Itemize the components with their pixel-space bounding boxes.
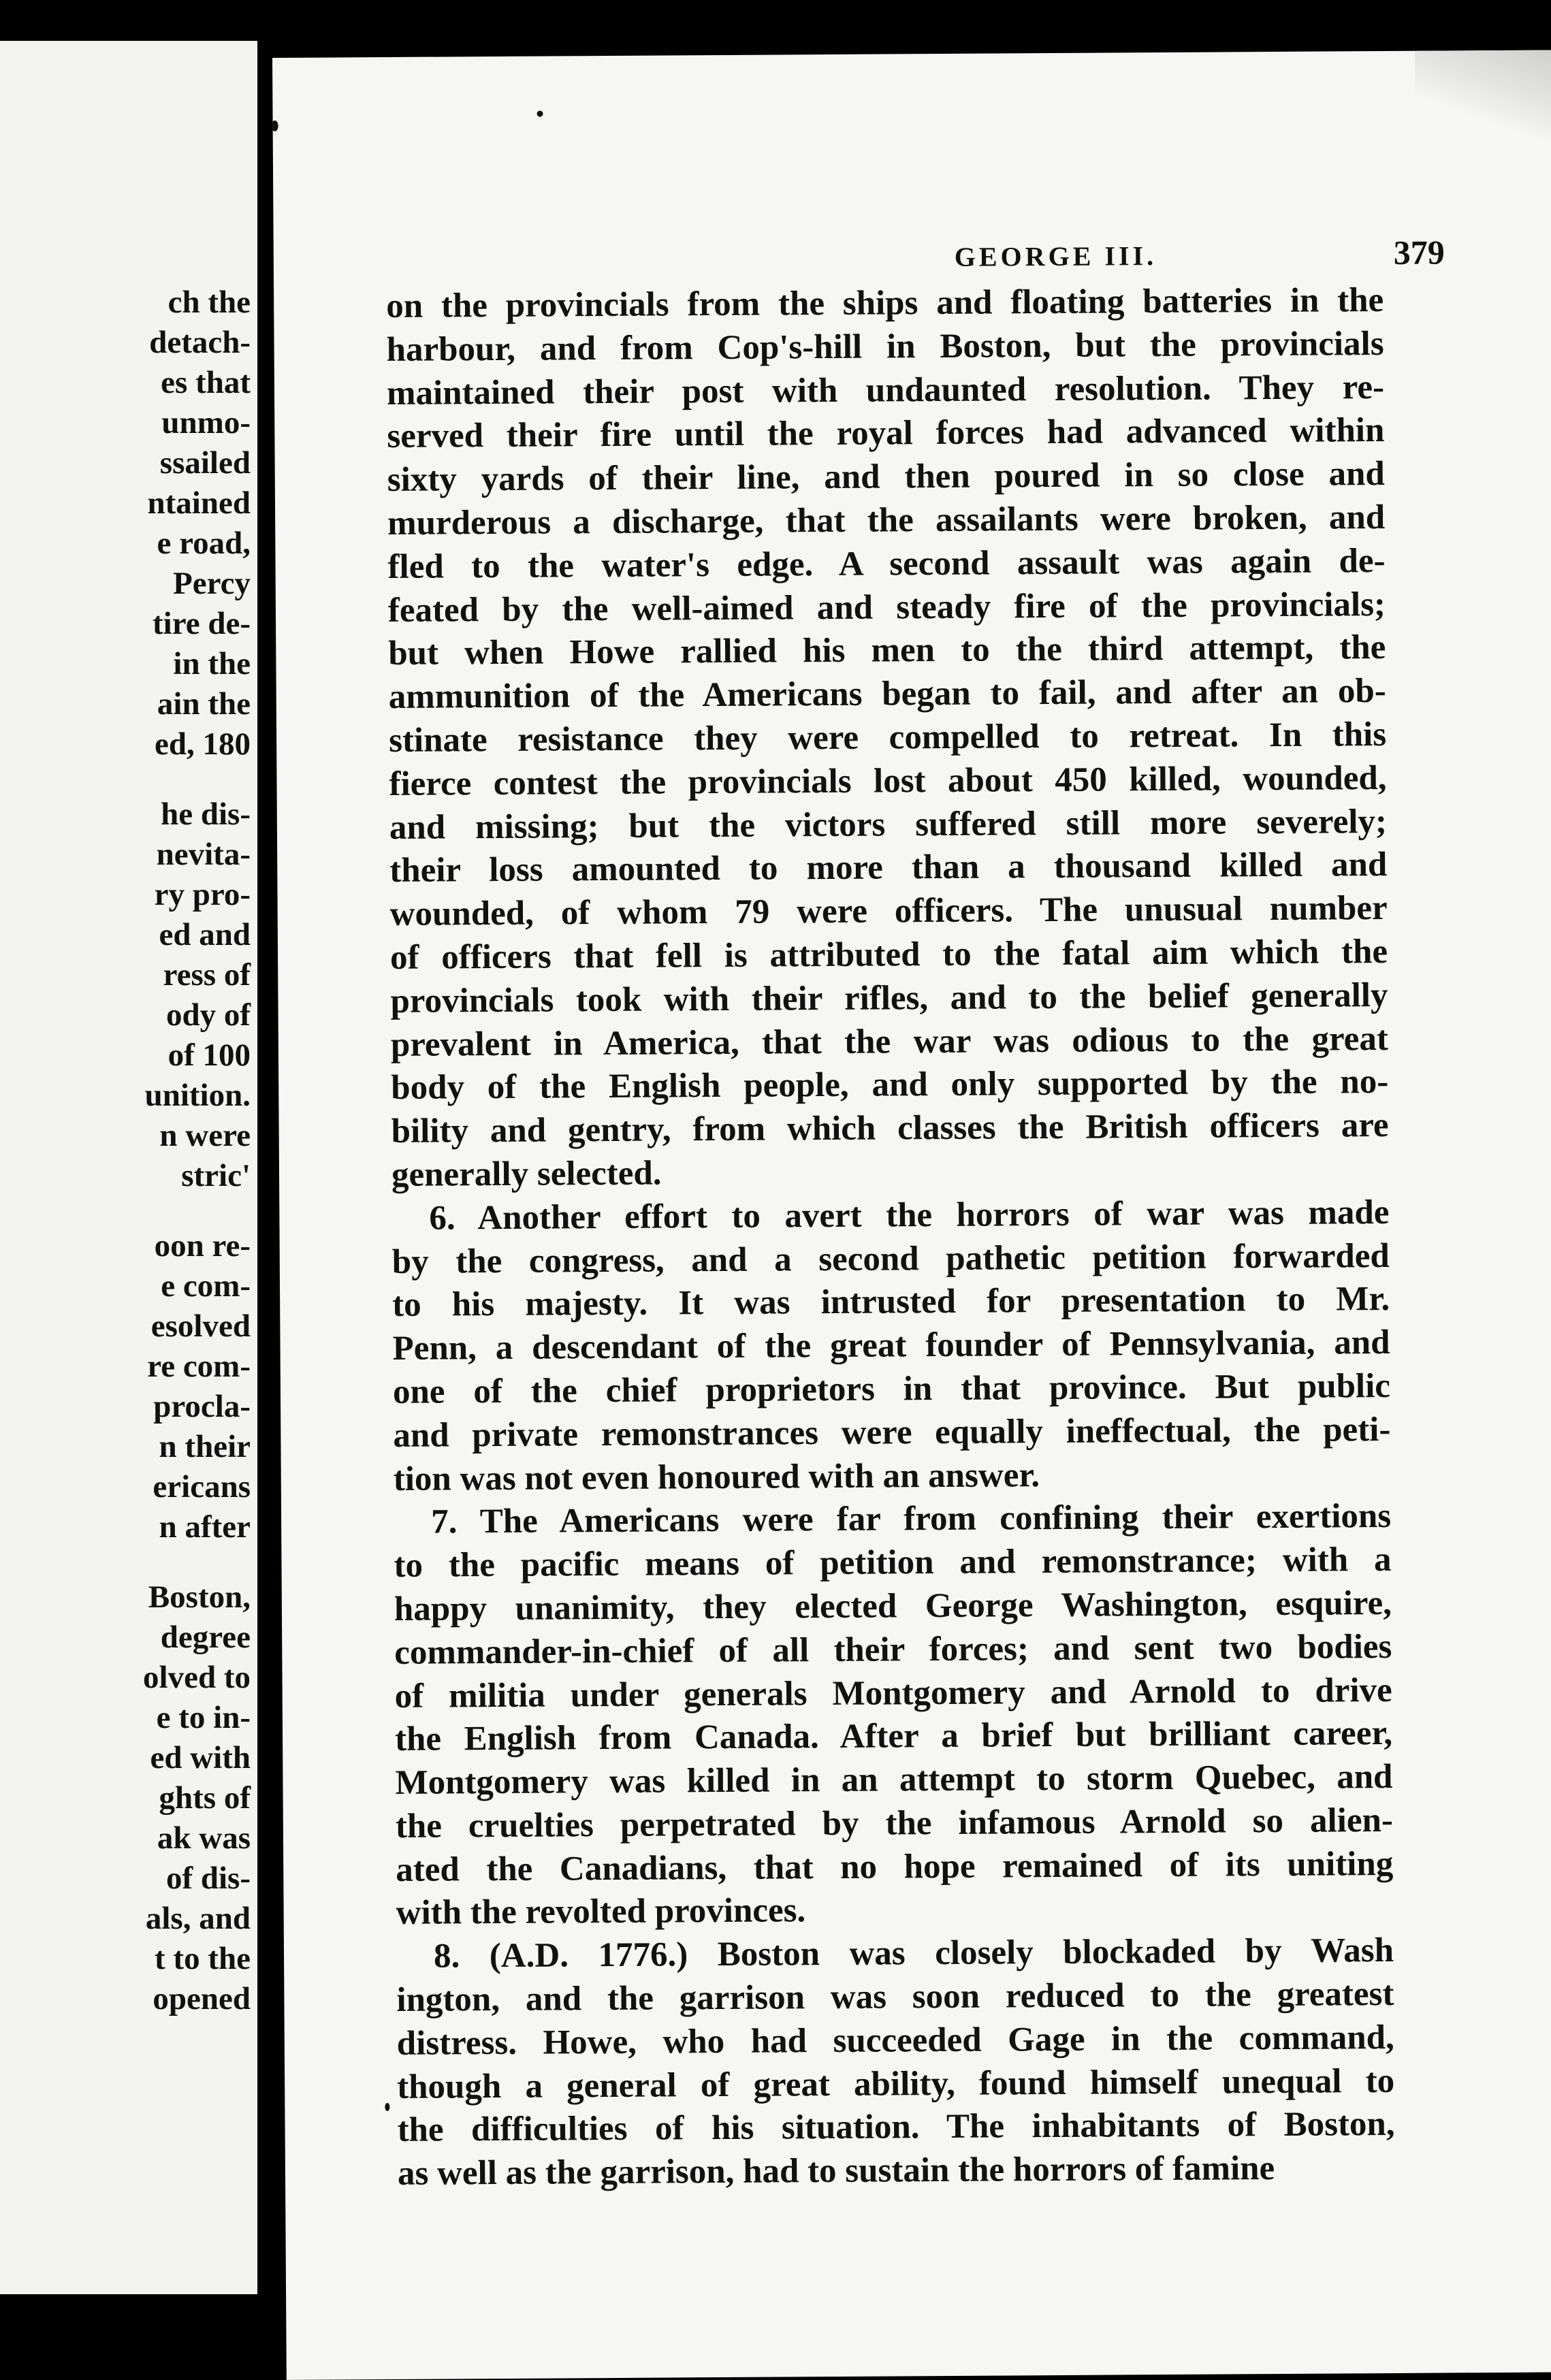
left-page-fragment (0, 41, 257, 2294)
paragraph (396, 1929, 1395, 2196)
left-page-line: stric' (181, 1158, 251, 1193)
left-page-line: tire de- (153, 606, 251, 641)
page-gutter (257, 0, 274, 2380)
left-page-line: als, and (145, 1901, 251, 1936)
text-line: fled to the water's edge. A second assault was again de- (387, 541, 1386, 586)
left-page-line (5, 1547, 251, 1577)
page-corner-fold (1415, 50, 1551, 160)
text-line: maintained their post with undaunted resolution. They re- (386, 368, 1385, 413)
left-page-line: Boston, (148, 1579, 251, 1615)
text-line: tion was not even honoured with an answer. (393, 1456, 1040, 1498)
text-line: stinate resistance they were compelled to retreat. In this (388, 715, 1387, 760)
left-page-line: n were (159, 1118, 251, 1153)
text-line: ated the Canadians, that no hope remained of its uniting (396, 1844, 1394, 1889)
running-head: GEORGE III. (954, 240, 1157, 272)
text-line: the English from Canada. After a brief but brilliant career, (394, 1714, 1393, 1759)
left-page-line: unition. (144, 1078, 251, 1113)
left-page-line: es that (161, 365, 251, 400)
text-line: to his majesty. It was intrusted for presentation to Mr. (392, 1280, 1390, 1325)
left-page-line: ed with (150, 1740, 251, 1775)
text-line: bility and gentry, from which classes the British officers are (391, 1106, 1389, 1151)
left-page-line: e road, (157, 526, 251, 561)
text-line: sixty yards of their line, and then poured in so close and (387, 455, 1385, 500)
text-line: ammunition of the Americans began to fail, and after an ob- (388, 672, 1386, 717)
left-page-line: ak was (157, 1820, 251, 1856)
left-page-line: of dis- (165, 1861, 251, 1896)
text-line: served their fire until the royal forces had advanced within (387, 411, 1385, 456)
text-line: with the revolted provinces. (396, 1891, 806, 1933)
left-page-line: ssailed (159, 445, 251, 481)
text-line: the difficulties of his situation. The inhabitants of Boston, (397, 2105, 1395, 2150)
text-line: feated by the well-aimed and steady fire of the provincials; (387, 585, 1386, 630)
paragraph (386, 279, 1389, 1197)
ink-speck (272, 120, 278, 131)
left-page-line: ain the (157, 686, 251, 722)
left-page-line: ress of (163, 957, 251, 993)
paragraph (391, 1191, 1391, 1502)
text-line: prevalent in America, that the war was odious to the great (390, 1019, 1389, 1064)
left-page-line: e com- (161, 1268, 251, 1304)
paragraph (394, 1495, 1394, 1935)
text-line: and missing; but the victors suffered still more severely; (389, 802, 1388, 847)
text-line: murderous a discharge, that the assailants were broken, and (387, 498, 1386, 543)
left-page-text (5, 283, 251, 2019)
left-page-line: ody of (165, 997, 251, 1033)
text-line: of militia under generals Montgomery and Arnold to drive (394, 1671, 1392, 1716)
left-page-line: ed and (159, 917, 251, 952)
left-page-line: olved to (143, 1660, 251, 1695)
body-text (386, 279, 1395, 2196)
left-page-line: ed, 180 (155, 726, 251, 762)
page-number: 379 (1393, 233, 1445, 272)
left-page-line: ch the (167, 285, 251, 320)
text-line: Penn, a descendant of the great founder of Pennsylvania, and (392, 1323, 1390, 1368)
text-line: by the congress, and a second pathetic petition forwarded (391, 1236, 1390, 1281)
text-line: their loss amounted to more than a thousand killed and (389, 846, 1388, 890)
text-line: of officers that fell is attributed to the fatal aim which the (389, 932, 1388, 977)
text-line: wounded, of whom 79 were officers. The unusual number (389, 889, 1388, 934)
left-page-line: in the (173, 646, 251, 681)
left-page-line: unmo- (161, 405, 251, 440)
text-line: but when Howe rallied his men to the third attempt, the (388, 628, 1386, 673)
text-line: provincials took with their rifles, and to the belief generally (390, 976, 1388, 1020)
left-page-line: procla- (153, 1389, 251, 1424)
page-header (396, 233, 1445, 285)
text-line: 8. (A.D. 1776.) Boston was closely blockaded by Wash (433, 1931, 1394, 1976)
ink-speck (385, 2103, 389, 2111)
text-line: fierce contest the provincials lost about 450 killed, wounded, (389, 758, 1387, 803)
text-line: one of the chief proprietors in that province. But public (392, 1366, 1391, 1411)
ink-speck (537, 111, 543, 117)
text-line: though a general of great ability, found himself unequal to (397, 2061, 1395, 2106)
left-page-line: nevita- (156, 837, 251, 872)
text-line: 6. Another effort to avert the horrors of war was made (429, 1193, 1390, 1238)
left-page-line: oon re- (154, 1228, 251, 1264)
left-page-line: n their (159, 1429, 251, 1464)
text-line: ington, and the garrison was soon reduced to the greatest (396, 1975, 1394, 2020)
text-line: commander-in-chief of all their forces; and sent two bodies (394, 1627, 1392, 1672)
text-line: the cruelties perpetrated by the infamous Arnold so alien- (395, 1801, 1394, 1846)
text-line: harbour, and from Cop's-hill in Boston, but the provincials (386, 324, 1384, 369)
text-line: to the pacific means of petition and remonstrance; with a (394, 1541, 1392, 1586)
left-page-line (5, 765, 251, 794)
text-line: and private remonstrances were equally ineffectual, the peti- (393, 1410, 1391, 1455)
text-line: generally selected. (391, 1154, 662, 1194)
left-page-line: Percy (173, 566, 251, 601)
left-page-line: of 100 (167, 1038, 251, 1073)
text-line: as well as the garrison, had to sustain the horrors of famine (397, 2149, 1275, 2193)
left-page-line: ntained (147, 485, 251, 521)
left-page-line: re com- (147, 1349, 251, 1384)
text-line: on the provincials from the ships and floating batteries in the (386, 281, 1384, 325)
left-page-line: opened (153, 1981, 251, 2016)
text-line: happy unanimity, they elected George Washington, esquire, (394, 1583, 1392, 1628)
left-page-line: ghts of (159, 1780, 251, 1816)
left-page-line: n after (159, 1509, 251, 1545)
left-page-line: he dis- (161, 797, 251, 832)
left-page-line (5, 1196, 251, 1226)
main-page (272, 50, 1551, 2380)
left-page-line: ry pro- (154, 877, 251, 912)
text-line: distress. Howe, who had succeeded Gage in the command, (396, 2018, 1394, 2063)
left-page-line: esolved (150, 1308, 251, 1344)
left-page-line: ericans (153, 1469, 251, 1505)
left-page-line: detach- (149, 325, 251, 360)
text-line: 7. The Americans were far from confining their exertions (430, 1497, 1392, 1541)
left-page-line: degree (160, 1620, 251, 1655)
left-page-line: t to the (155, 1941, 251, 1976)
left-page-line: e to in- (156, 1700, 251, 1735)
text-line: body of the English people, and only supported by the no- (391, 1063, 1389, 1108)
text-line: Montgomery was killed in an attempt to storm Quebec, and (395, 1758, 1393, 1803)
